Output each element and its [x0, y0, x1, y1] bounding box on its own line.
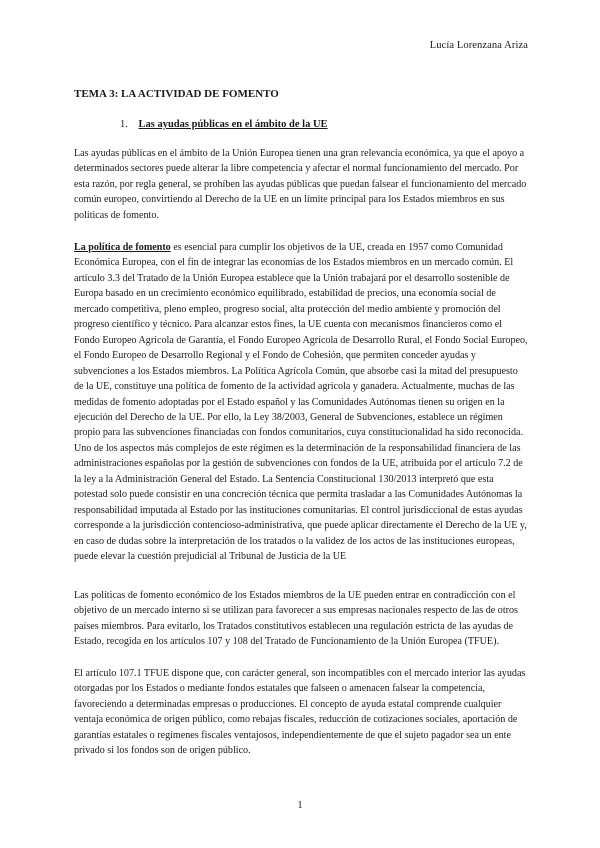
paragraph-intro: Las ayudas públicas en el ámbito de la Unión Europea tienen una gran relevancia económica, ya que el apoyo a determinados sectores puede alterar la libre competencia y afectar el normal funcionamiento del mercado. Por esta razón, por regla general, se prohíben las ayudas públicas que puedan falsear el funcionamiento del mercado común europeo, convirtiendo al Derecho de la UE en un límite principal para los Estados miembros en sus políticas de fomento. [74, 148, 527, 221]
paragraph-estados: Las políticas de fomento económico de los Estados miembros de la UE pueden entrar en contradicción con el objetivo de un mercado interno si se utilizan para favorecer a sus empresas nacionales respecto de las de otros países miembros. Para evitarlo, los Tratados constitutivos establecen una regulación estricta de las ayudas de Estado, recogida en los artículos 107 y 108 del Tratado de Funcionamiento de la Unión Europea (TFUE). [74, 590, 518, 648]
author-name: Lucía Lorenzana Ariza [429, 40, 528, 51]
document-title: TEMA 3: LA ACTIVIDAD DE FOMENTO [74, 88, 279, 100]
paragraph-fomento [74, 240, 529, 565]
paragraph-fomento-text: es esencial para cumplir los objetivos de la UE, creada en 1957 como Comunidad Económica Europea, con el fin de integrar las economías de los Estados miembros en un mercado común. El artículo 3.3 del Tratado de la Unión Europea establece que la Unión trabajará por el desarrollo sostenible de Europa basado en un crecimiento económico equilibrado, estabilidad de precios, una economía social de mercado competitiva, pleno empleo, progreso social, alta protección del medio ambiente y promoción del progreso científico y técnico. Para alcanzar estos fines, la UE cuenta con mecanismos financieros como el Fondo Europeo Agrícola de Garantía, el Fondo Europeo Agrícola de Desarrollo Rural, el Fondo Social Europeo, el Fondo Europeo de Desarrollo Regional y el Fondo de Cohesión, que permiten conceder ayudas y subvenciones a los Estados miembros. La Política Agrícola Común, que absorbe casi la mitad del presupuesto de la UE, constituye una política de fomento de la actividad agrícola y ganadera. Actualmente, muchas de las medidas de fomento adoptadas por el Estado español y las Comunidades Autónomas tienen su origen en la ejecución del Derecho de la UE. Por ello, la Ley 38/2003, General de Subvenciones, establece un régimen propio para las subvenciones financiadas con fondos comunitarios, cuya constitucionalidad ha sido reconocida. Uno de los aspectos más complejos de este régimen es la determinación de la responsabilidad financiera de las administraciones españolas por la gestión de subvenciones con fondos de la UE, atribuida por el artículo 7.2 de la ley a la Administración General del Estado. La Sentencia Constitucional 130/2013 interpretó que esta potestad solo puede consistir en una concreción técnica que permita trasladar a las Comunidades Autónomas la responsabilidad imputada al Estado por las instituciones comunitarias. El control jurisdiccional de estas ayudas corresponde a la jurisdicción contencioso-administrativa, que puede aplicar directamente el Derecho de la UE y, en caso de dudas sobre la interpretación de los tratados o la validez de los actos de las instituciones europeas, puede elevar la cuestión prejudicial al Tribunal de Justicia de la UE [74, 242, 528, 563]
paragraph-articulo: El artículo 107.1 TFUE dispone que, con carácter general, son incompatibles con el mercado interior las ayudas otorgadas por los Estados o mediante fondos estatales que falseen o amenacen falsear la competencia, favoreciendo a determinadas empresas o producciones. El concepto de ayuda estatal comprende cualquier ventaja económica de origen público, como rebajas fiscales, reducción de cotizaciones sociales, aportación de garantías estatales o regímenes fiscales ventajosos, independientemente de que el sujeto pagador sea un ente privado si los fondos son de origen público. [74, 668, 526, 757]
paragraph-lead: La política de fomento [74, 242, 171, 253]
section-label: Las ayudas públicas en el ámbito de la UE [138, 119, 328, 130]
page-number: 1 [297, 800, 303, 811]
section-number: 1. [120, 119, 128, 130]
section-heading [120, 119, 328, 130]
